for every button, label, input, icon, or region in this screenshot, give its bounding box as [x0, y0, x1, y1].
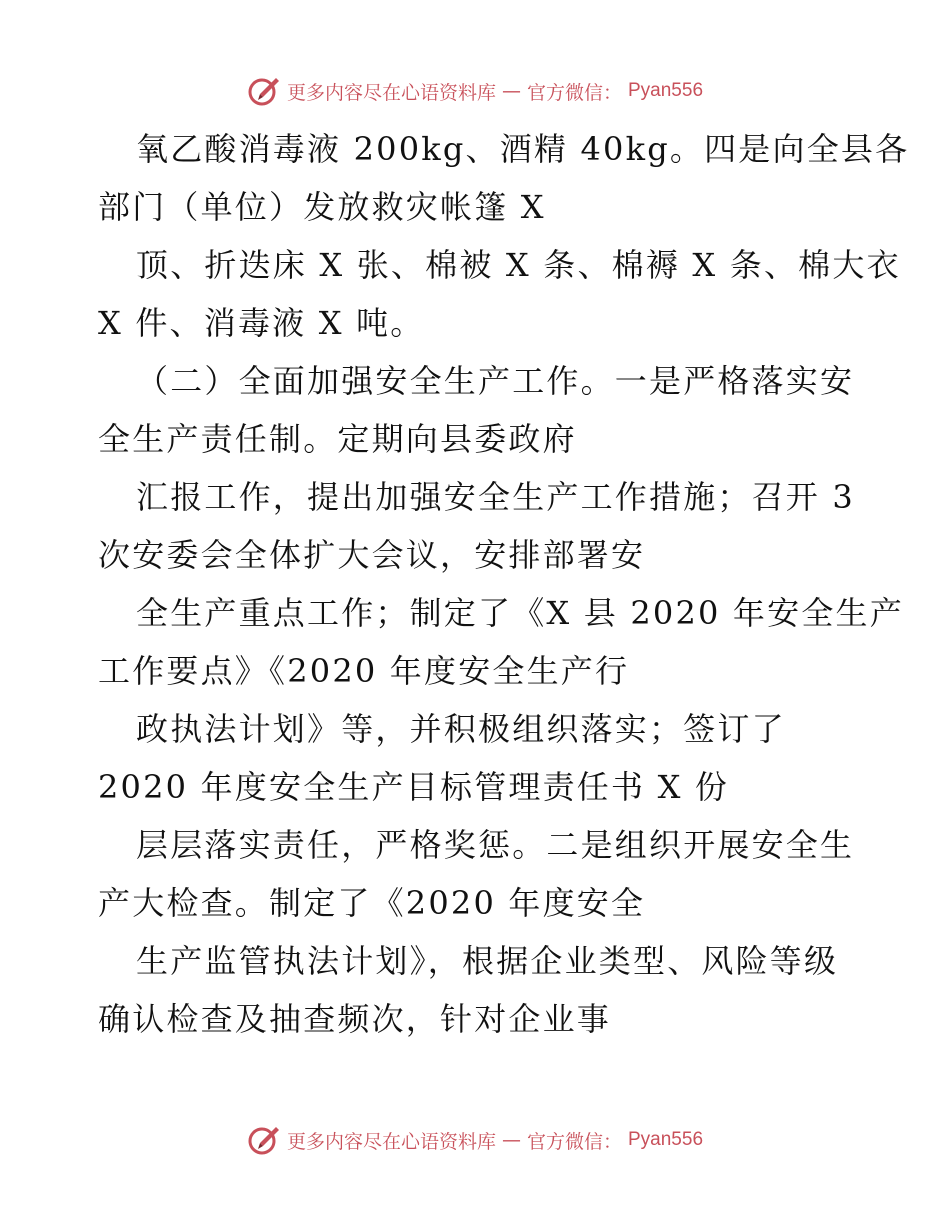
text-line-2: 部门（单位）发放救灾帐篷 X	[98, 188, 546, 226]
text-line-6: 全生产责任制。定期向县委政府	[98, 420, 577, 458]
text-line-9: 全生产重点工作；制定了《X 县 2020 年安全生产	[136, 594, 904, 632]
header-dash: —	[501, 80, 521, 102]
footer-text: 更多内容尽在心语资料库	[286, 1130, 496, 1153]
footer-banner	[0, 1120, 950, 1160]
text-line-15: 生产监管执法计划》，根据企业类型、风险等级	[136, 942, 839, 980]
footer-dash: —	[501, 1129, 521, 1151]
header-wechat-id: Pyan556	[628, 80, 704, 101]
text-line-13: 层层落实责任，严格奖惩。二是组织开展安全生	[136, 826, 855, 864]
text-line-14: 产大检查。制定了《2020 年度安全	[98, 884, 646, 922]
header-wechat-label: 官方微信：	[526, 81, 622, 104]
text-line-16: 确认检查及抽查频次，针对企业事	[98, 1000, 612, 1038]
header-banner	[0, 71, 950, 111]
text-line-1: 氧乙酸消毒液 200kg、酒精 40kg。四是向全县各	[136, 130, 910, 168]
pen-circle-logo-icon	[247, 1123, 281, 1157]
text-line-3: 顶、折迭床 X 张、棉被 X 条、棉褥 X 条、棉大衣	[136, 246, 901, 284]
document-body	[98, 120, 910, 1048]
header-text: 更多内容尽在心语资料库	[286, 81, 496, 104]
text-line-4: X 件、消毒液 X 吨。	[98, 304, 425, 342]
text-line-11: 政执法计划》等，并积极组织落实；签订了	[136, 710, 786, 748]
text-line-7: 汇报工作，提出加强安全生产工作措施；召开 3	[136, 478, 855, 516]
text-line-12: 2020 年度安全生产目标管理责任书 X 份	[98, 768, 730, 806]
footer-wechat-label: 官方微信：	[526, 1130, 622, 1153]
pen-circle-logo-icon	[247, 74, 281, 108]
footer-wechat-id: Pyan556	[628, 1129, 704, 1150]
text-line-5: （二）全面加强安全生产工作。一是严格落实安	[136, 362, 855, 400]
text-line-10: 工作要点》《2020 年度安全生产行	[98, 652, 630, 690]
text-line-8: 次安委会全体扩大会议，安排部署安	[98, 536, 646, 574]
